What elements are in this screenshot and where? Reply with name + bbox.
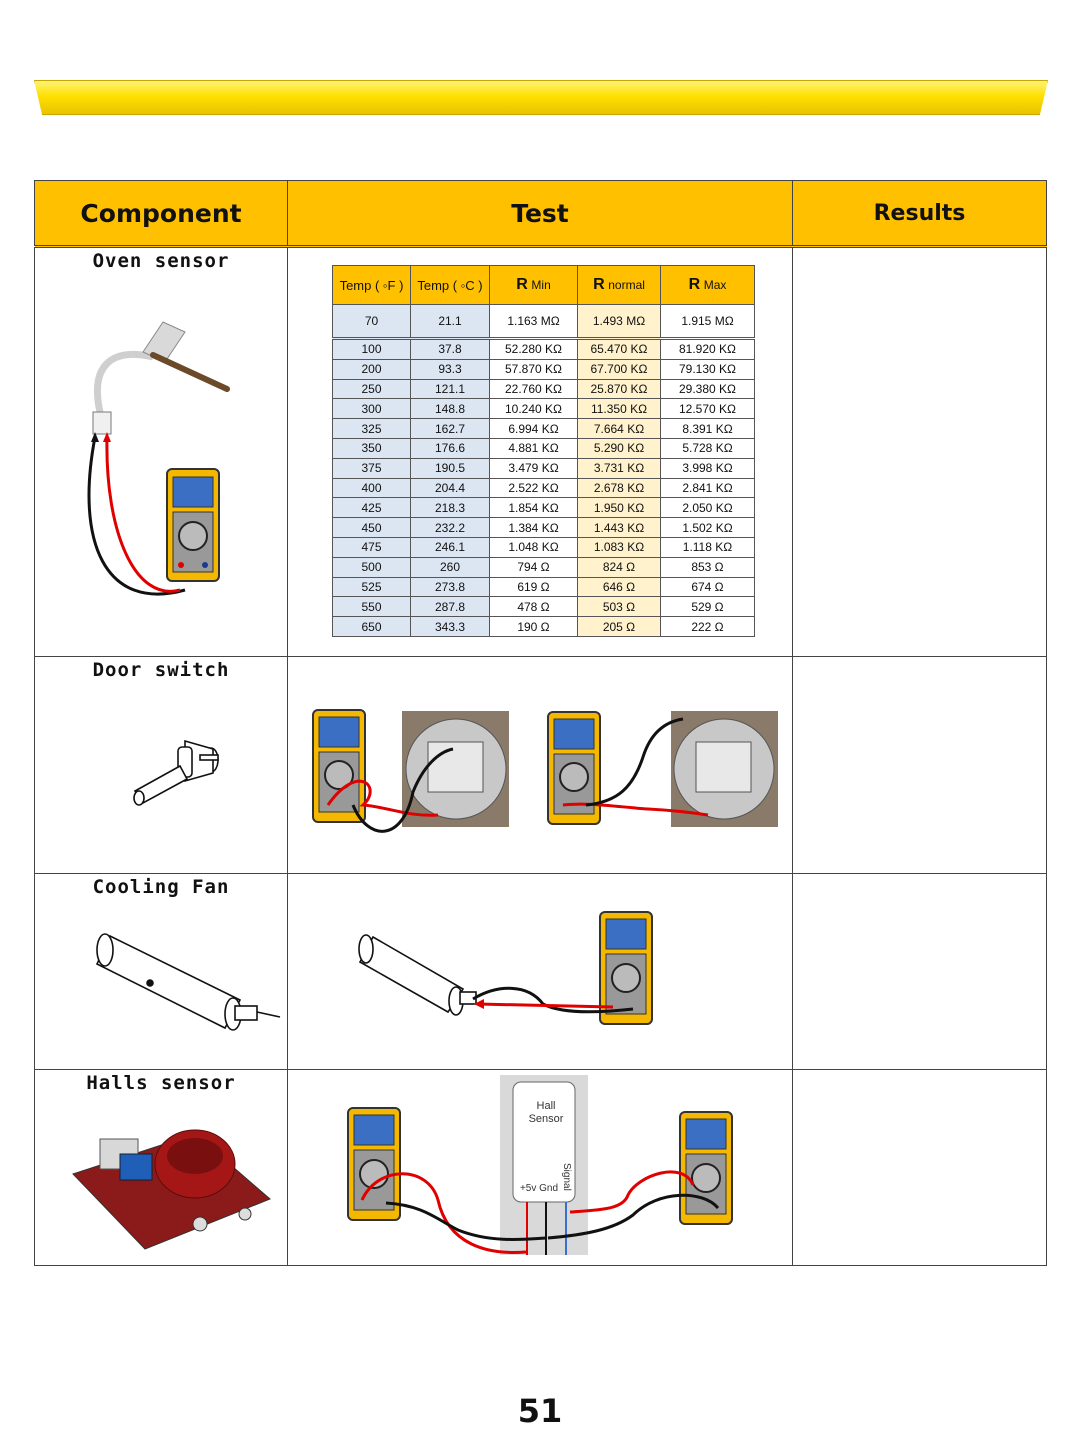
header-row bbox=[35, 181, 1047, 247]
resistance-table-cell: 1.915 MΩ bbox=[661, 305, 755, 339]
resistance-table-cell: 3.479 KΩ bbox=[490, 458, 578, 478]
header-results: Results bbox=[793, 181, 1047, 247]
resistance-table-cell: 205 Ω bbox=[578, 617, 661, 637]
resistance-table-cell: 10.240 KΩ bbox=[490, 399, 578, 419]
resistance-table-cell: 1.854 KΩ bbox=[490, 498, 578, 518]
resistance-table-cell: 619 Ω bbox=[490, 577, 578, 597]
resistance-table-row bbox=[333, 399, 755, 419]
resistance-table-row bbox=[333, 379, 755, 399]
test-cell-door-switch bbox=[288, 657, 793, 874]
th-temp-f: Temp ( ◦F ) bbox=[333, 266, 411, 305]
resistance-table-cell: 3.731 KΩ bbox=[578, 458, 661, 478]
resistance-table-row bbox=[333, 438, 755, 458]
resistance-table-cell: 1.443 KΩ bbox=[578, 518, 661, 538]
hall-label-line1: Hall bbox=[536, 1100, 556, 1112]
resistance-table-cell: 81.920 KΩ bbox=[661, 339, 755, 360]
resistance-table-cell: 121.1 bbox=[411, 379, 490, 399]
resistance-table-cell: 67.700 KΩ bbox=[578, 359, 661, 379]
results-cell-cooling-fan bbox=[793, 874, 1047, 1070]
resistance-table-cell: 3.998 KΩ bbox=[661, 458, 755, 478]
hall-label-line2: Sensor bbox=[528, 1113, 564, 1125]
resistance-table-cell: 475 bbox=[333, 537, 411, 557]
resistance-table-cell: 853 Ω bbox=[661, 557, 755, 577]
page-number: 51 bbox=[517, 1392, 563, 1430]
results-cell-halls-sensor bbox=[793, 1070, 1047, 1266]
resistance-table-cell: 70 bbox=[333, 305, 411, 339]
resistance-table-cell: 2.678 KΩ bbox=[578, 478, 661, 498]
resistance-table-cell: 1.384 KΩ bbox=[490, 518, 578, 538]
hall-pins-label: +5v Gnd bbox=[519, 1183, 559, 1194]
resistance-table-cell: 176.6 bbox=[411, 438, 490, 458]
resistance-table-cell: 1.048 KΩ bbox=[490, 537, 578, 557]
resistance-table-cell: 222 Ω bbox=[661, 617, 755, 637]
resistance-table-cell: 5.728 KΩ bbox=[661, 438, 755, 458]
resistance-table-row bbox=[333, 577, 755, 597]
resistance-table-cell: 148.8 bbox=[411, 399, 490, 419]
resistance-table-cell: 425 bbox=[333, 498, 411, 518]
resistance-table-cell: 1.502 KΩ bbox=[661, 518, 755, 538]
resistance-table-cell: 22.760 KΩ bbox=[490, 379, 578, 399]
cooling-fan-illustration bbox=[35, 898, 287, 1066]
resistance-table-cell: 2.050 KΩ bbox=[661, 498, 755, 518]
component-name-door-switch: Door switch bbox=[92, 659, 230, 681]
resistance-table-cell: 400 bbox=[333, 478, 411, 498]
resistance-table-cell: 37.8 bbox=[411, 339, 490, 360]
resistance-table-row bbox=[333, 339, 755, 360]
resistance-table-cell: 260 bbox=[411, 557, 490, 577]
resistance-table-cell: 6.994 KΩ bbox=[490, 419, 578, 439]
resistance-table-cell: 2.841 KΩ bbox=[661, 478, 755, 498]
resistance-table-cell: 2.522 KΩ bbox=[490, 478, 578, 498]
resistance-table-cell: 8.391 KΩ bbox=[661, 419, 755, 439]
resistance-table-cell: 7.664 KΩ bbox=[578, 419, 661, 439]
component-name-oven-sensor: Oven sensor bbox=[92, 250, 230, 272]
resistance-table-cell: 375 bbox=[333, 458, 411, 478]
resistance-table-cell: 500 bbox=[333, 557, 411, 577]
resistance-table-cell: 25.870 KΩ bbox=[578, 379, 661, 399]
component-cell-cooling-fan bbox=[35, 874, 288, 1070]
resistance-table-cell: 350 bbox=[333, 438, 411, 458]
resistance-table-cell: 250 bbox=[333, 379, 411, 399]
resistance-table-cell: 21.1 bbox=[411, 305, 490, 339]
resistance-table-cell: 4.881 KΩ bbox=[490, 438, 578, 458]
resistance-table-header bbox=[333, 266, 755, 305]
resistance-table-cell: 65.470 KΩ bbox=[578, 339, 661, 360]
resistance-table-cell: 12.570 KΩ bbox=[661, 399, 755, 419]
resistance-table-row bbox=[333, 478, 755, 498]
resistance-table-cell: 232.2 bbox=[411, 518, 490, 538]
resistance-table-cell: 5.290 KΩ bbox=[578, 438, 661, 458]
resistance-table-row bbox=[333, 597, 755, 617]
resistance-table-cell: 218.3 bbox=[411, 498, 490, 518]
resistance-table-row bbox=[333, 537, 755, 557]
resistance-table-cell: 162.7 bbox=[411, 419, 490, 439]
resistance-table-cell: 100 bbox=[333, 339, 411, 360]
resistance-table-cell: 93.3 bbox=[411, 359, 490, 379]
resistance-table-row bbox=[333, 419, 755, 439]
resistance-table-cell: 529 Ω bbox=[661, 597, 755, 617]
component-name-halls-sensor: Halls sensor bbox=[86, 1072, 236, 1094]
resistance-table-cell: 450 bbox=[333, 518, 411, 538]
resistance-table-row bbox=[333, 557, 755, 577]
resistance-table-cell: 79.130 KΩ bbox=[661, 359, 755, 379]
resistance-table-cell: 1.950 KΩ bbox=[578, 498, 661, 518]
resistance-table-row bbox=[333, 518, 755, 538]
resistance-table-cell: 646 Ω bbox=[578, 577, 661, 597]
resistance-table-cell: 246.1 bbox=[411, 537, 490, 557]
resistance-table-cell: 1.083 KΩ bbox=[578, 537, 661, 557]
hall-signal-label: Signal bbox=[561, 1163, 572, 1191]
resistance-table-cell: 794 Ω bbox=[490, 557, 578, 577]
resistance-table-row bbox=[333, 498, 755, 518]
resistance-table-cell: 300 bbox=[333, 399, 411, 419]
door-switch-test-illustration bbox=[288, 657, 792, 872]
resistance-table-cell: 273.8 bbox=[411, 577, 490, 597]
row-cooling-fan bbox=[35, 874, 1047, 1070]
component-name-cooling-fan: Cooling Fan bbox=[92, 876, 230, 898]
oven-sensor-resistance-table bbox=[332, 265, 755, 637]
component-cell-door-switch bbox=[35, 657, 288, 874]
th-r-min: R Min bbox=[490, 266, 578, 305]
resistance-table-cell: 287.8 bbox=[411, 597, 490, 617]
resistance-table-cell: 824 Ω bbox=[578, 557, 661, 577]
resistance-table-cell: 325 bbox=[333, 419, 411, 439]
oven-sensor-meter-illustration bbox=[35, 272, 287, 652]
th-r-normal: R normal bbox=[578, 266, 661, 305]
resistance-table-cell: 650 bbox=[333, 617, 411, 637]
title-banner bbox=[34, 80, 1048, 115]
resistance-table-cell: 204.4 bbox=[411, 478, 490, 498]
resistance-table-cell: 550 bbox=[333, 597, 411, 617]
resistance-table-row bbox=[333, 305, 755, 339]
cooling-fan-test-illustration bbox=[288, 874, 792, 1068]
resistance-table-cell: 343.3 bbox=[411, 617, 490, 637]
results-cell-oven-sensor bbox=[793, 247, 1047, 657]
resistance-table-cell: 11.350 KΩ bbox=[578, 399, 661, 419]
header-component: Component bbox=[35, 181, 288, 247]
resistance-table-cell: 1.163 MΩ bbox=[490, 305, 578, 339]
test-cell-halls-sensor bbox=[288, 1070, 793, 1266]
resistance-table-cell: 478 Ω bbox=[490, 597, 578, 617]
resistance-table-cell: 1.493 MΩ bbox=[578, 305, 661, 339]
resistance-table-row bbox=[333, 458, 755, 478]
test-cell-cooling-fan bbox=[288, 874, 793, 1070]
resistance-table-cell: 1.118 KΩ bbox=[661, 537, 755, 557]
row-door-switch bbox=[35, 657, 1047, 874]
resistance-table-cell: 190 Ω bbox=[490, 617, 578, 637]
resistance-table-cell: 190.5 bbox=[411, 458, 490, 478]
resistance-table-cell: 52.280 KΩ bbox=[490, 339, 578, 360]
resistance-table-row bbox=[333, 617, 755, 637]
resistance-table-cell: 674 Ω bbox=[661, 577, 755, 597]
row-halls-sensor bbox=[35, 1070, 1047, 1266]
resistance-table-cell: 29.380 KΩ bbox=[661, 379, 755, 399]
resistance-table-cell: 200 bbox=[333, 359, 411, 379]
resistance-table-cell: 57.870 KΩ bbox=[490, 359, 578, 379]
header-test: Test bbox=[288, 181, 793, 247]
component-cell-halls-sensor bbox=[35, 1070, 288, 1266]
resistance-table-cell: 525 bbox=[333, 577, 411, 597]
th-r-max: R Max bbox=[661, 266, 755, 305]
results-cell-door-switch bbox=[793, 657, 1047, 874]
halls-sensor-test-illustration bbox=[288, 1070, 792, 1264]
th-temp-c: Temp ( ◦C ) bbox=[411, 266, 490, 305]
component-cell-oven-sensor bbox=[35, 247, 288, 657]
resistance-table-row bbox=[333, 359, 755, 379]
resistance-table-cell: 503 Ω bbox=[578, 597, 661, 617]
door-switch-illustration bbox=[35, 681, 287, 866]
halls-sensor-board-illustration bbox=[35, 1094, 287, 1262]
